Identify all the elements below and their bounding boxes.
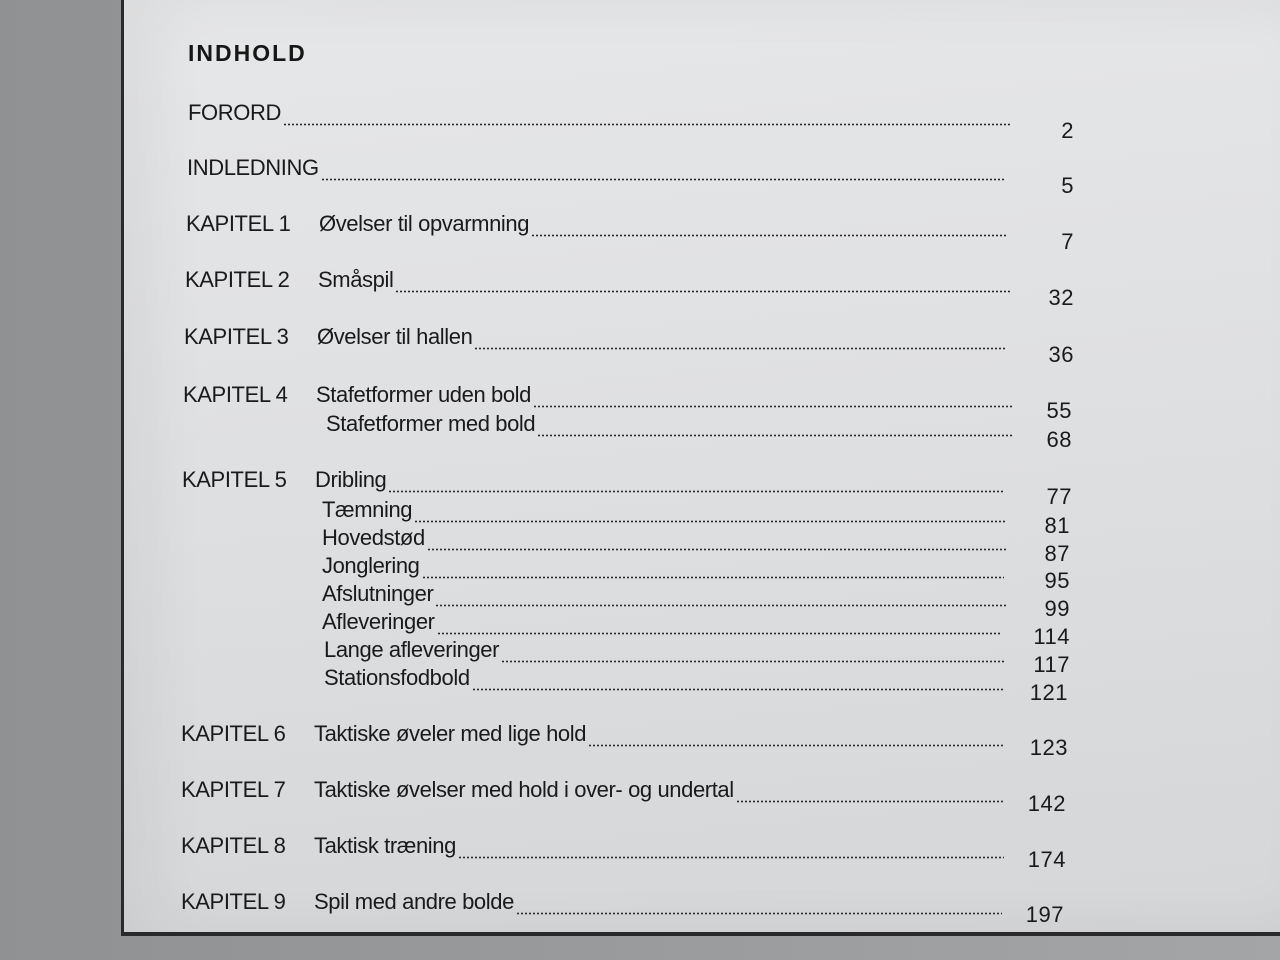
dot-leader (388, 490, 1004, 493)
entry-title: Spil med andre bolde (314, 889, 514, 914)
toc-entry (187, 155, 1006, 185)
toc-entry-text (181, 777, 734, 803)
page-number: 99 (1044, 596, 1070, 621)
dot-leader (533, 405, 1013, 408)
toc-entry-text (322, 581, 433, 607)
page-number: 2 (1061, 118, 1074, 143)
chapter-label: KAPITEL 9 (181, 889, 286, 914)
dot-leader (283, 123, 1010, 126)
toc-entry (324, 665, 1004, 695)
dot-leader (474, 347, 1006, 350)
toc-entry (322, 553, 1004, 583)
page-number: 142 (1027, 791, 1066, 816)
entry-title: Øvelser til hallen (317, 324, 473, 349)
toc-entry (181, 833, 1004, 863)
toc-entry-text (181, 889, 514, 915)
toc-entry (188, 100, 1010, 130)
page-number: 55 (1046, 398, 1072, 423)
entry-title: Taktisk træning (314, 833, 456, 858)
toc-entry (324, 637, 1004, 667)
toc-entry-text (326, 411, 535, 437)
dot-leader (516, 912, 1002, 915)
entry-title: INDLEDNING (187, 155, 319, 180)
chapter-label: KAPITEL 8 (181, 833, 286, 858)
toc-entry (326, 411, 1013, 441)
entry-title: Lange afleveringer (324, 637, 500, 662)
entry-title: Øvelser til opvarmning (319, 211, 530, 236)
toc-entry-text (182, 467, 386, 493)
toc-entry-text (324, 637, 499, 663)
toc-entry (181, 889, 1002, 919)
toc-entry (186, 211, 1008, 241)
toc-entry-text (185, 267, 393, 293)
toc-entry (184, 324, 1006, 354)
dot-leader (437, 632, 1002, 635)
page-number: 68 (1046, 427, 1072, 452)
dot-leader (458, 856, 1004, 859)
page-number: 123 (1029, 735, 1068, 760)
toc-entry (322, 581, 1006, 611)
dot-leader (422, 576, 1004, 579)
dot-leader (395, 290, 1010, 293)
page-number: 95 (1044, 568, 1070, 593)
toc-heading: INDHOLD (188, 40, 307, 66)
entry-title: Småspil (318, 267, 394, 292)
toc-entry (182, 467, 1004, 497)
entry-title: Taktiske øveler med lige hold (314, 721, 587, 746)
entry-title: FORORD (188, 100, 281, 125)
page-number: 5 (1061, 173, 1074, 198)
toc-entry-text (188, 100, 281, 126)
entry-title: Afslutninger (322, 581, 434, 606)
page-number: 117 (1033, 652, 1070, 677)
page-number: 174 (1027, 847, 1066, 872)
entry-title: Stafetformer med bold (326, 411, 536, 436)
toc-entry (185, 267, 1010, 297)
toc-entry-text (322, 525, 425, 551)
entry-title: Hovedstød (322, 525, 425, 550)
toc-entry-text (181, 721, 586, 747)
chapter-label: KAPITEL 7 (181, 777, 286, 802)
entry-title: Stafetformer uden bold (316, 382, 532, 407)
toc-entry (181, 721, 1004, 751)
page-number: 197 (1025, 902, 1064, 927)
dot-leader (501, 660, 1004, 663)
toc-entry-text (183, 382, 531, 408)
toc-entry-text (187, 155, 319, 181)
toc-entry (322, 609, 1002, 639)
dot-leader (414, 520, 1006, 523)
page-number: 36 (1048, 342, 1074, 367)
toc-entry-text (322, 553, 420, 579)
chapter-label: KAPITEL 2 (185, 267, 290, 292)
toc-entry-text (322, 609, 435, 635)
toc-entry (183, 382, 1013, 412)
dot-leader (588, 744, 1004, 747)
page-number: 7 (1061, 229, 1074, 254)
page-number: 77 (1046, 484, 1072, 509)
page-number: 32 (1048, 285, 1074, 310)
toc-entry-text (322, 497, 412, 523)
toc-entry-text (324, 665, 470, 691)
entry-title: Taktiske øvelser med hold i over- og undertal (314, 777, 734, 802)
chapter-label: KAPITEL 3 (184, 324, 289, 349)
page-number: 114 (1033, 624, 1070, 649)
dot-leader (472, 688, 1004, 691)
toc-entry (322, 525, 1006, 555)
entry-title: Afleveringer (322, 609, 435, 634)
entry-title: Tæmning (322, 497, 413, 522)
dot-leader (537, 434, 1013, 437)
entry-title: Stationsfodbold (324, 665, 470, 690)
toc-entry-text (186, 211, 529, 237)
chapter-label: KAPITEL 6 (181, 721, 286, 746)
toc-entry (181, 777, 1004, 807)
dot-leader (321, 178, 1006, 181)
page-number: 121 (1029, 680, 1068, 705)
dot-leader (435, 604, 1006, 607)
page-number: 87 (1044, 541, 1070, 566)
dot-leader (427, 548, 1006, 551)
chapter-label: KAPITEL 5 (182, 467, 287, 492)
chapter-label: KAPITEL 1 (186, 211, 291, 236)
toc-entry-text (184, 324, 472, 350)
dot-leader (531, 234, 1008, 237)
chapter-label: KAPITEL 4 (183, 382, 288, 407)
toc-entry (322, 497, 1006, 527)
entry-title: Jonglering (322, 553, 420, 578)
page-number: 81 (1044, 513, 1070, 538)
dot-leader (736, 800, 1004, 803)
entry-title: Dribling (315, 467, 387, 492)
toc-entry-text (181, 833, 456, 859)
